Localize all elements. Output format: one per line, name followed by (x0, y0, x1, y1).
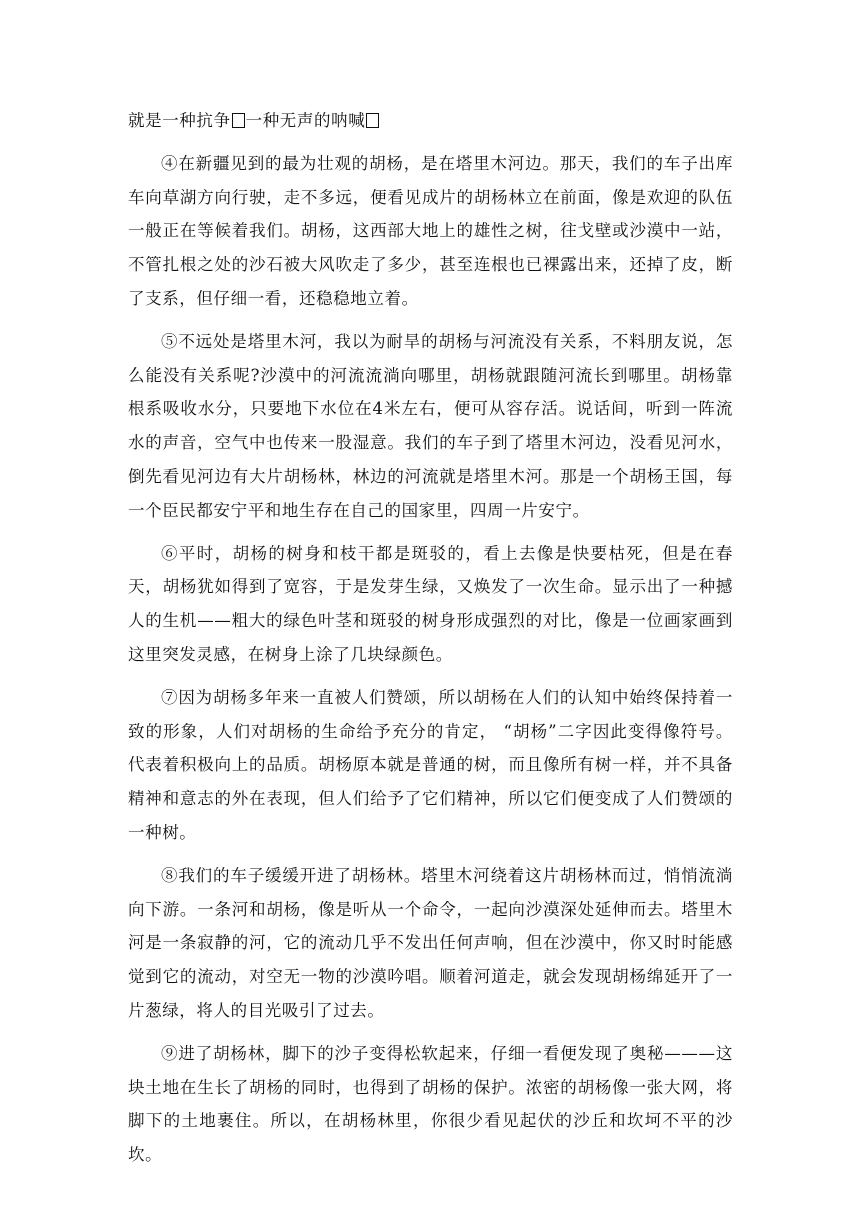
paragraph-5: ⑤不远处是塔里木河，我以为耐旱的胡杨与河流没有关系，不料朋友说，怎么能没有关系呢?沙漠中的河流流淌向哪里，胡杨就跟随河流长到哪里。胡杨靠根系吸收水分，只要地下水位在4米左右，便可从容存活。说话间，听到一阵流水的声音，空气中也传来一股湿意。我们的车子到了塔里木河边，没看见河水，倒先看见河边有大片胡杨林，林边的河流就是塔里木河。那是一个胡杨王国，每一个臣民都安宁平和地生存在自己的国家里，四周一片安宁。 (128, 331, 733, 520)
blank-box-1 (232, 113, 245, 128)
paragraph-4: ④在新疆见到的最为壮观的胡杨，是在塔里木河边。那天，我们的车子出库车向草湖方向行驶，走不多远，便看见成片的胡杨林立在前面，像是欢迎的队伍一般正在等候着我们。胡杨，这西部大地上的雄性之树，往戈壁或沙漠中一站，不管扎根之处的沙石被大风吹走了多少，甚至连根也已裸露出来，还掉了皮，断了支系，但仔细一看，还稳稳地立着。 (128, 153, 733, 308)
opening-text-2: 一种无声的呐喊 (245, 111, 366, 130)
paragraph-9: ⑨进了胡杨林，脚下的沙子变得松软起来，仔细一看便发现了奥秘———这块土地在生长了胡杨的同时，也得到了胡杨的保护。浓密的胡杨像一张大网，将脚下的土地裹住。所以，在胡杨林里，你很少看见起伏的沙丘和坎坷不平的沙坎。 (128, 1043, 733, 1165)
paragraph-6: ⑥平时，胡杨的树身和枝干都是斑驳的，看上去像是快要枯死，但是在春天，胡杨犹如得到了宽容，于是发芽生绿，又焕发了一次生命。显示出了一种撼人的生机——粗大的绿色叶茎和斑驳的树身形成强烈的对比，像是一位画家画到这里突发灵感，在树身上涂了几块绿颜色。 (128, 543, 733, 664)
paragraph-8: ⑧我们的车子缓缓开进了胡杨林。塔里木河绕着这片胡杨林而过，悄悄流淌向下游。一条河和胡杨，像是听从一个命令，一起向沙漠深处延伸而去。塔里木河是一条寂静的河，它的流动几乎不发出任何声响，但在沙漠中，你又时时能感觉到它的流动，对空无一物的沙漠吟唱。顺着河道走，就会发现胡杨绵延开了一片葱绿，将人的目光吸引了过去。 (128, 865, 733, 1020)
blank-box-2 (366, 113, 379, 128)
document-page (128, 104, 733, 1172)
opening-text-1: 就是一种抗争 (128, 111, 231, 130)
paragraph-7: ⑦因为胡杨多年来一直被人们赞颂，所以胡杨在人们的认知中始终保持着一致的形象，人们对胡杨的生命给予充分的肯定， “胡杨”二字因此变得像符号。代表着积极向上的品质。胡杨原本就是普通的树，而且像所有树一样，并不具备精神和意志的外在表现，但人们给予了它们精神，所以它们便变成了人们赞颂的一种树。 (128, 687, 733, 842)
opening-line (128, 104, 733, 138)
